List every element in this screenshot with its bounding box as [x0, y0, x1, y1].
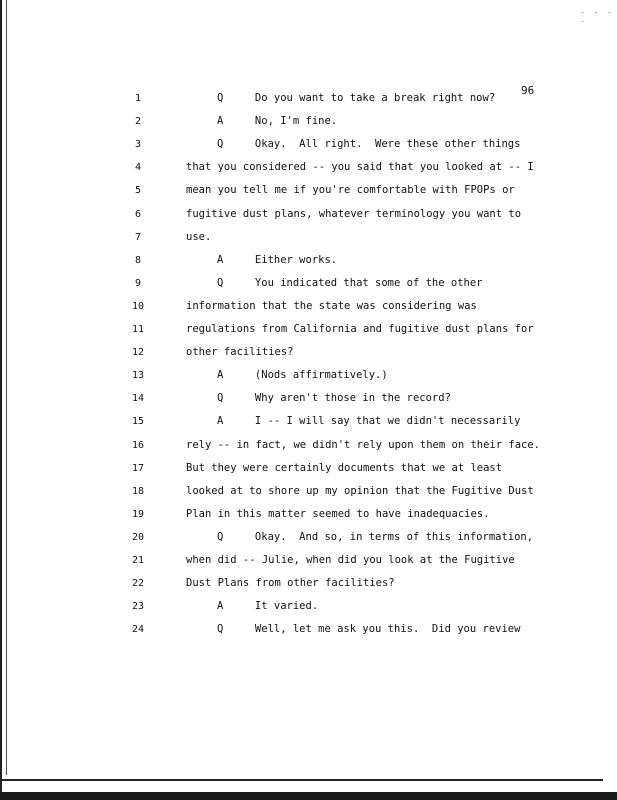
- line-text: Q Why aren't those in the record?: [217, 392, 451, 404]
- line-text: rely -- in fact, we didn't rely upon them on their face.: [186, 439, 541, 451]
- transcript-line: [0, 438, 617, 458]
- transcript-line: [0, 345, 617, 365]
- line-text: Q You indicated that some of the other: [217, 277, 483, 289]
- transcript-line: [0, 276, 617, 296]
- transcript-line: [0, 576, 617, 596]
- transcript-line: [0, 461, 617, 481]
- line-text: Q Well, let me ask you this. Did you review: [217, 623, 521, 635]
- line-text: information that the state was considering was: [186, 300, 477, 312]
- line-number: 18: [131, 486, 145, 497]
- line-text: A No, I'm fine.: [217, 115, 338, 127]
- transcript-line: [0, 599, 617, 619]
- transcript-line: [0, 114, 617, 134]
- transcript-line: [0, 230, 617, 250]
- line-text: looked at to shore up my opinion that the Fugitive Dust: [186, 485, 534, 497]
- line-text: regulations from California and fugitive dust plans for: [186, 323, 534, 335]
- line-number: 17: [131, 463, 145, 474]
- line-number: 22: [131, 578, 145, 589]
- transcript-line: [0, 91, 617, 111]
- transcript-line: [0, 553, 617, 573]
- line-text: that you considered -- you said that you looked at -- I: [186, 161, 534, 173]
- transcript-line: [0, 160, 617, 180]
- line-text: when did -- Julie, when did you look at the Fugitive: [186, 554, 515, 566]
- line-number: 1: [134, 93, 142, 104]
- line-text: Q Okay. And so, in terms of this information,: [217, 531, 534, 543]
- line-number: 14: [131, 393, 145, 404]
- transcript-line: [0, 484, 617, 504]
- line-number: 7: [134, 232, 142, 243]
- line-number: 11: [131, 324, 145, 335]
- line-number: 20: [131, 532, 145, 543]
- transcript-line: [0, 507, 617, 527]
- line-number: 12: [131, 347, 145, 358]
- line-number: 8: [134, 255, 142, 266]
- line-number: 24: [131, 624, 145, 635]
- transcript-line: [0, 253, 617, 273]
- line-text: A It varied.: [217, 600, 319, 612]
- line-number: 6: [134, 209, 142, 220]
- line-text: Q Do you want to take a break right now?: [217, 92, 496, 104]
- line-number: 9: [134, 278, 142, 289]
- line-text: fugitive dust plans, whatever terminology you want to: [186, 208, 522, 220]
- line-text: A I -- I will say that we didn't necessarily: [217, 415, 521, 427]
- line-number: 16: [131, 440, 145, 451]
- transcript-line: [0, 368, 617, 388]
- line-text: other facilities?: [186, 346, 294, 358]
- line-number: 13: [131, 370, 145, 381]
- line-text: Q Okay. All right. Were these other things: [217, 138, 521, 150]
- line-number: 10: [131, 301, 145, 312]
- transcript-line: [0, 183, 617, 203]
- line-number: 3: [134, 139, 142, 150]
- page-number: 96: [521, 84, 535, 97]
- line-number: 23: [131, 601, 145, 612]
- line-text: mean you tell me if you're comfortable with FPOPs or: [186, 184, 515, 196]
- transcript-line: [0, 391, 617, 411]
- line-text: A (Nods affirmatively.): [217, 369, 388, 381]
- transcript-line: [0, 207, 617, 227]
- transcript-line: [0, 322, 617, 342]
- transcript-line: [0, 137, 617, 157]
- line-number: 5: [134, 185, 142, 196]
- line-number: 15: [131, 416, 145, 427]
- scan-bottom-band: [0, 792, 617, 800]
- transcript-line: [0, 530, 617, 550]
- line-text: But they were certainly documents that we at least: [186, 462, 503, 474]
- top-corner-mark: - - - -: [580, 8, 615, 26]
- line-text: Dust Plans from other facilities?: [186, 577, 395, 589]
- line-number: 4: [134, 162, 142, 173]
- bottom-rule: [0, 779, 603, 781]
- transcript-line: [0, 414, 617, 434]
- transcript-line: [0, 622, 617, 642]
- line-number: 21: [131, 555, 145, 566]
- transcript-line: [0, 299, 617, 319]
- line-text: use.: [186, 231, 212, 243]
- line-number: 19: [131, 509, 145, 520]
- line-text: A Either works.: [217, 254, 338, 266]
- line-number: 2: [134, 116, 142, 127]
- line-text: Plan in this matter seemed to have inadequacies.: [186, 508, 490, 520]
